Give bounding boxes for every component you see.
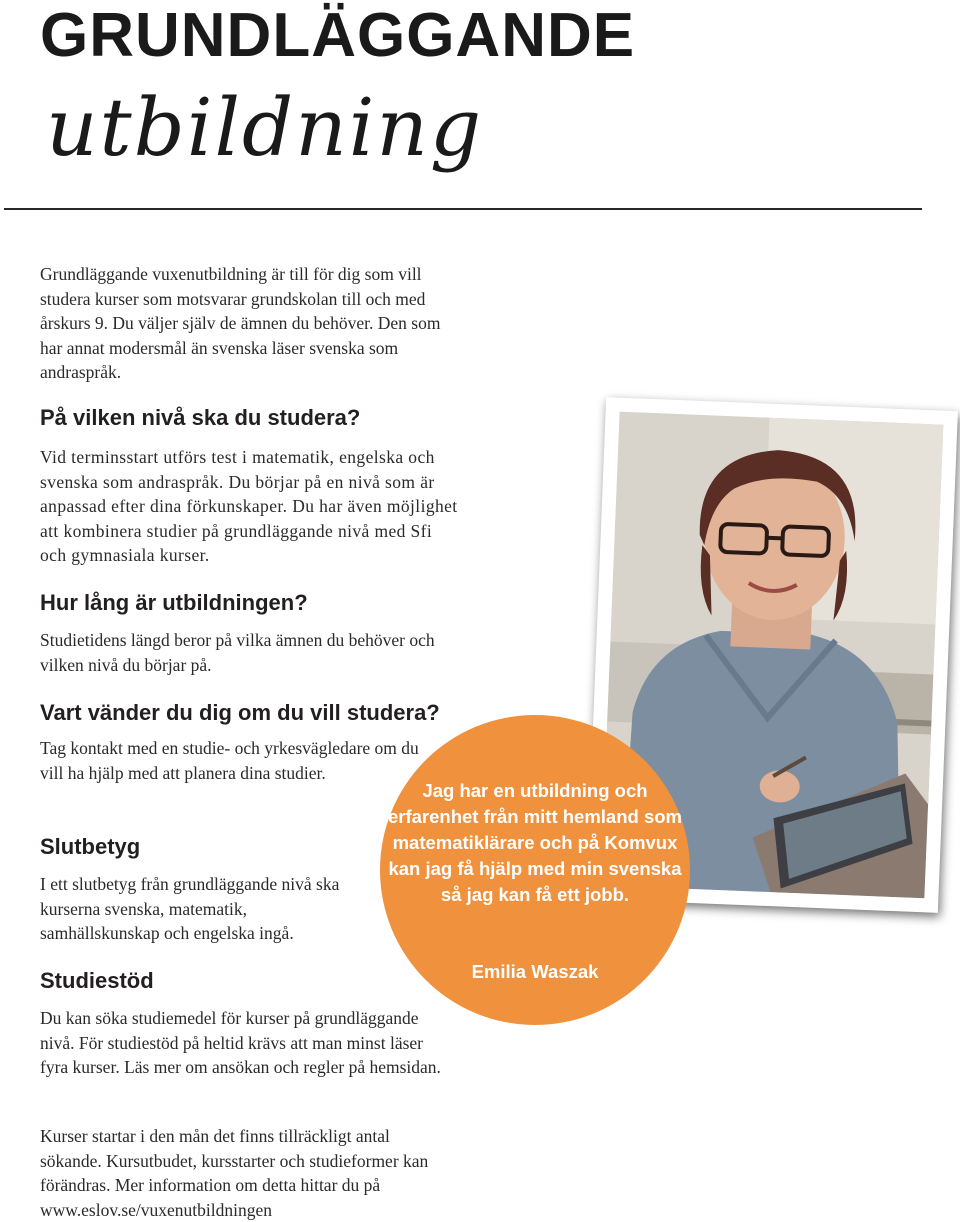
section-text: Vid terminsstart utförs test i matematik, engelska och svenska som andraspråk. Du börjar på en nivå som är anpassad efter dina förkunskaper. Du har även möjlighet att kombinera studier på grundläggande nivå med Sfi och gymnasiala kurser. <box>40 447 458 565</box>
section-heading: Slutbetyg <box>40 834 141 859</box>
page-subtitle: utbildning <box>46 81 484 174</box>
section-level <box>40 405 460 568</box>
section-heading: Hur lång är utbildningen? <box>40 590 308 615</box>
section-text: I ett slutbetyg från grundläggande nivå ska kurserna svenska, matematik, samhällskunskap och engelska ingå. <box>40 874 340 943</box>
quote-author: Emilia Waszak <box>471 961 599 982</box>
section-heading: Vart vänder du dig om du vill studera? <box>40 700 440 725</box>
intro-block <box>40 262 460 385</box>
quote-text: Jag har en utbildning och erfarenhet från mitt hemland som matematiklärare och på Komvux kan jag få hjälp med min svenska så jag kan få ett jobb. <box>387 780 682 905</box>
section-text: Du kan söka studiemedel för kurser på grundläggande nivå. För studiestöd på heltid krävs att man minst läser fyra kurser. Läs mer om ansökan och regler på hemsidan. <box>40 1008 441 1077</box>
section-heading: Studiestöd <box>40 968 154 993</box>
section-diploma <box>40 834 345 946</box>
section-heading: På vilken nivå ska du studera? <box>40 405 361 430</box>
section-text: Tag kontakt med en studie- och yrkesvägledare om du vill ha hjälp med att planera dina studier. <box>40 738 419 783</box>
section-contact <box>40 700 440 785</box>
section-support <box>40 968 450 1080</box>
section-text: Studietidens längd beror på vilka ämnen du behöver och vilken nivå du börjar på. <box>40 630 435 675</box>
section-duration <box>40 590 460 677</box>
title-divider <box>4 208 922 210</box>
footer-block <box>40 1124 445 1222</box>
page-title: GRUNDLÄGGANDE <box>40 1 636 70</box>
intro-text: Grundläggande vuxenutbildning är till för dig som vill studera kurser som motsvarar grundskolan till och med årskurs 9. Du väljer själv de ämnen du behöver. Den som har annat modersmål än svenska läser svenska som andraspråk. <box>40 264 441 382</box>
footer-text: Kurser startar i den mån det finns tillräckligt antal sökande. Kursutbudet, kursstarter och studieformer kan förändras. Mer information om detta hittar du på www.eslov.se/vuxenutbildningen <box>40 1126 429 1220</box>
